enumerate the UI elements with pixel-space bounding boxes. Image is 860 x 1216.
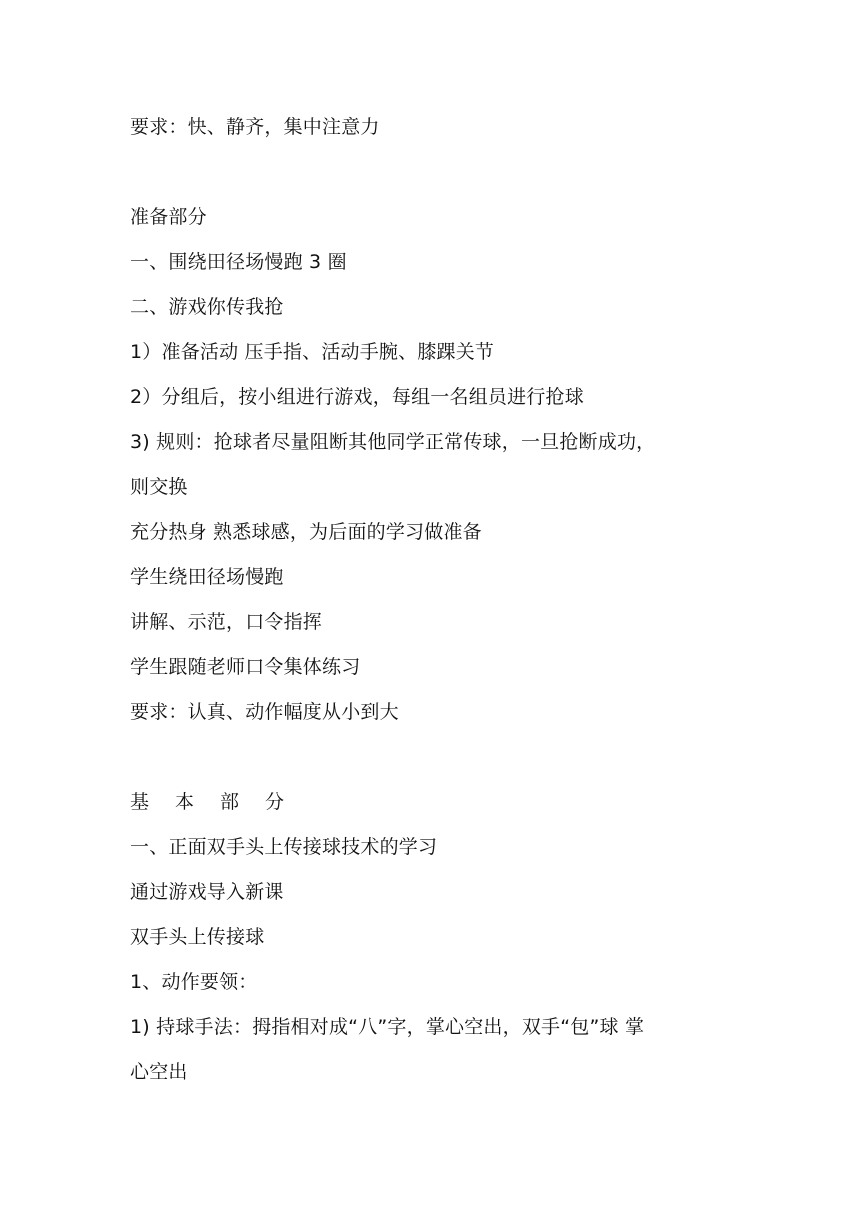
section-heading-preparation: 准备部分 xyxy=(130,206,207,228)
paragraph-line: 充分热身 熟悉球感，为后面的学习做准备 xyxy=(130,521,482,543)
section-heading-basic: 基本部分 xyxy=(130,791,311,813)
list-item: 二、游戏你传我抢 xyxy=(130,296,284,318)
list-item: 一、围绕田径场慢跑 3 圈 xyxy=(130,251,347,273)
paragraph-line: 学生跟随老师口令集体练习 xyxy=(130,656,361,678)
paragraph-line: 通过游戏导入新课 xyxy=(130,881,284,903)
list-item: 1、动作要领： xyxy=(130,971,258,993)
list-item: 3) 规则：抢球者尽量阻断其他同学正常传球，一旦抢断成功， xyxy=(130,431,656,453)
list-item: 1) 持球手法：拇指相对成“八”字，掌心空出，双手“包”球 掌 xyxy=(130,1016,645,1038)
paragraph-line: 则交换 xyxy=(130,476,188,498)
paragraph-line: 双手头上传接球 xyxy=(130,926,265,948)
requirement-line: 要求：快、静齐，集中注意力 xyxy=(130,116,380,138)
requirement-line: 要求：认真、动作幅度从小到大 xyxy=(130,701,399,723)
list-item: 2）分组后，按小组进行游戏，每组一名组员进行抢球 xyxy=(130,386,584,408)
paragraph-line: 学生绕田径场慢跑 xyxy=(130,566,284,588)
paragraph-line: 讲解、示范，口令指挥 xyxy=(130,611,323,633)
list-item: 一、正面双手头上传接球技术的学习 xyxy=(130,836,438,858)
paragraph-line: 心空出 xyxy=(130,1061,188,1083)
list-item: 1）准备活动 压手指、活动手腕、膝踝关节 xyxy=(130,341,495,363)
